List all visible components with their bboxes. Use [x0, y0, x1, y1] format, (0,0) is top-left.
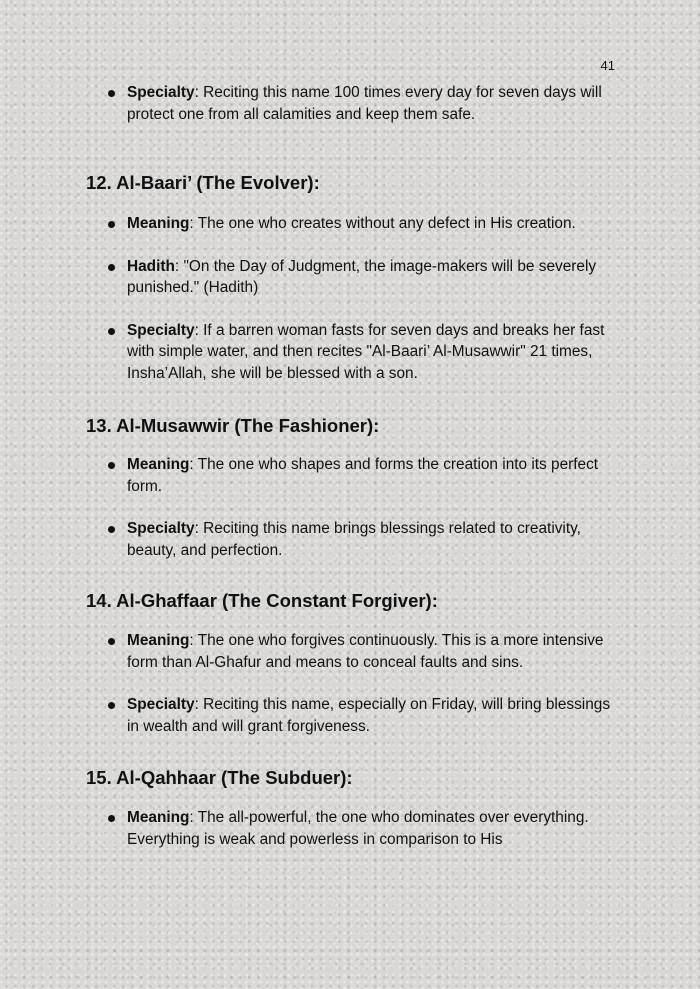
item-text: : "On the Day of Judgment, the image-makers will be severely punished." (Hadith): [127, 257, 597, 296]
bullet-dot: [108, 815, 115, 822]
bullet-dot: [108, 462, 115, 469]
bullet-dot: [108, 328, 115, 335]
item-text: : Reciting this name, especially on Friday, will bring blessings in wealth and will grant forgiveness.: [127, 696, 611, 735]
intro-specialty-item: [86, 82, 626, 125]
section-heading-12: 12. Al-Baari’ (The Evolver):: [86, 172, 320, 193]
item-label: Specialty: [127, 696, 195, 713]
section-heading-13: 13. Al-Musawwir (The Fashioner):: [86, 415, 380, 436]
item-text: : The all-powerful, the one who dominates over everything. Everything is weak and powerless in comparison to His: [127, 809, 589, 848]
bullet-dot: [108, 638, 115, 645]
item-label: Meaning: [127, 456, 190, 473]
list-item-hadith: [86, 256, 626, 299]
list-item-meaning: [86, 630, 626, 673]
list-item-specialty: [86, 694, 626, 737]
item-text: : Reciting this name 100 times every day for seven days will protect one from all calamities and keep them safe.: [127, 84, 602, 123]
item-label: Hadith: [127, 257, 175, 275]
item-label: Specialty: [127, 520, 195, 537]
item-text: : The one who creates without any defect in His creation.: [189, 215, 576, 232]
item-text: : The one who shapes and forms the creation into its perfect form.: [127, 456, 599, 495]
item-label: Meaning: [127, 809, 190, 826]
list-item-meaning: [86, 213, 626, 235]
list-item-meaning: [86, 807, 626, 850]
page-content: [86, 82, 626, 850]
bullet-dot: [108, 264, 115, 271]
page-number: 41: [600, 58, 615, 73]
list-item-meaning: [86, 454, 626, 497]
bullet-dot: [108, 702, 115, 709]
item-label: Meaning: [127, 215, 190, 232]
item-label: Specialty: [127, 321, 195, 339]
section-heading-15: 15. Al-Qahhaar (The Subduer):: [86, 767, 353, 788]
list-item-specialty: [86, 518, 626, 561]
item-text: : Reciting this name brings blessings related to creativity, beauty, and perfection.: [127, 520, 581, 559]
bullet-dot: [108, 90, 115, 97]
section-heading-14: 14. Al-Ghaffaar (The Constant Forgiver):: [86, 590, 438, 611]
item-label: Meaning: [127, 632, 190, 649]
item-text: : The one who forgives continuously. This is a more intensive form than Al-Ghafur and means to conceal faults and sins.: [127, 632, 604, 671]
list-item-specialty: [86, 320, 626, 385]
bullet-dot: [108, 221, 115, 228]
item-label: Specialty: [127, 84, 195, 101]
item-text: : If a barren woman fasts for seven days and breaks her fast with simple water, and then recites "Al-Baari’ Al-Musawwir" 21 times, Insha’Allah, she will be blessed with a son.: [127, 321, 605, 382]
bullet-dot: [108, 526, 115, 533]
